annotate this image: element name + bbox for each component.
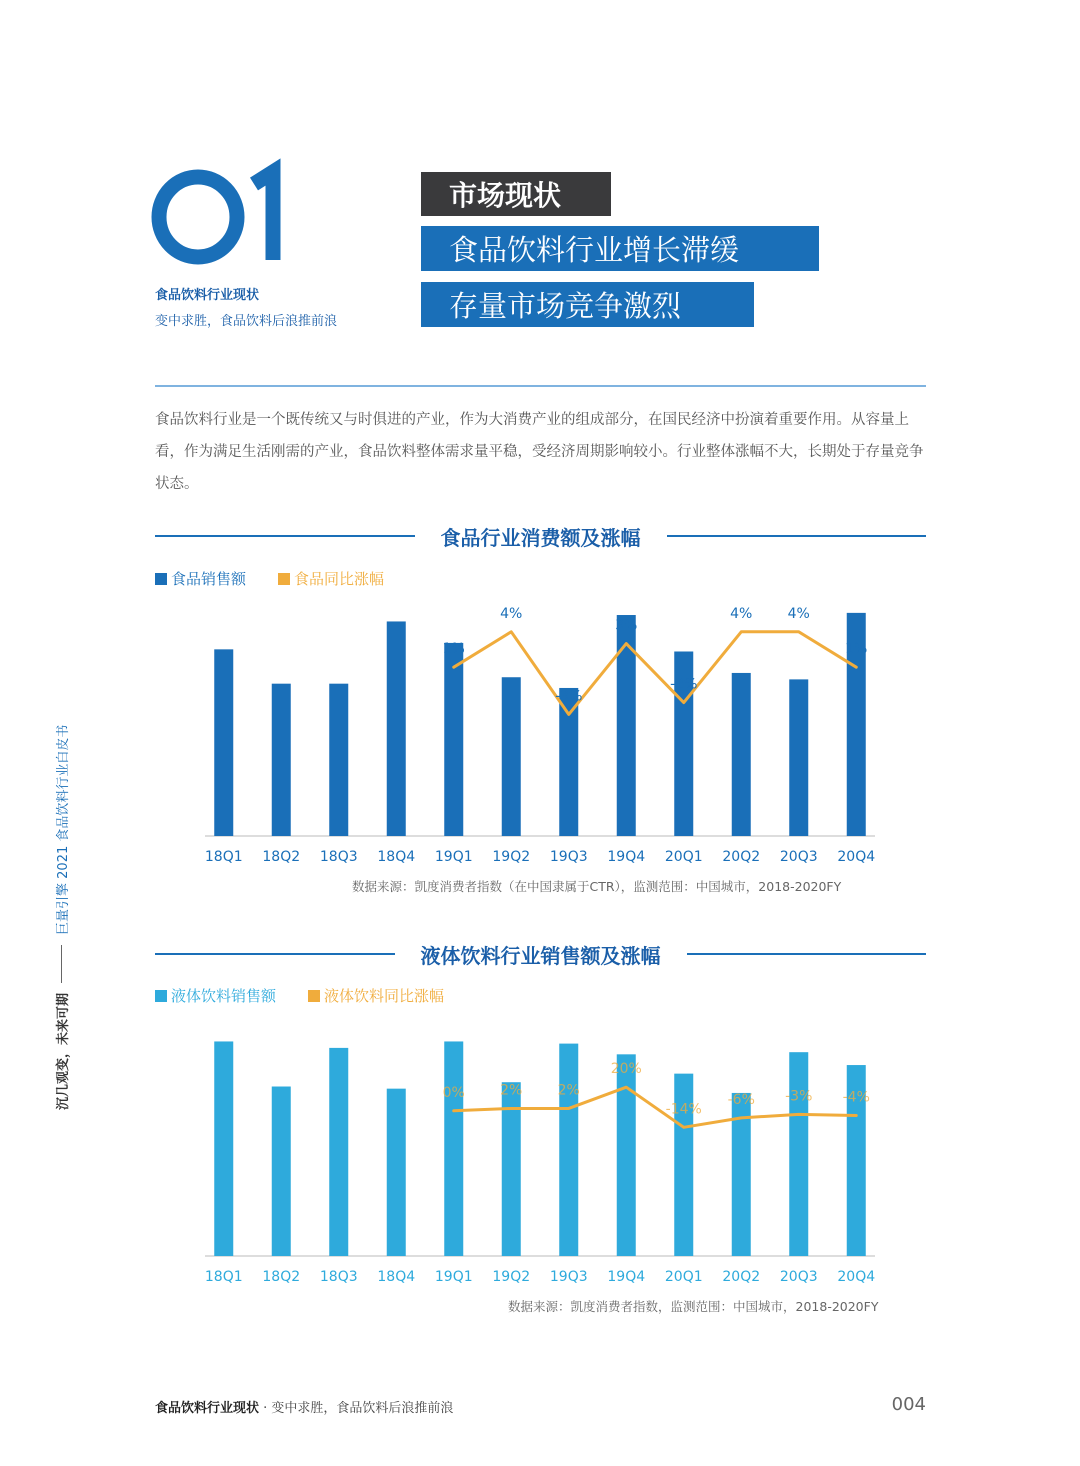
section-subtitle: 变中求胜，食品饮料后浪推前浪: [155, 314, 338, 329]
x-tick-label: 19Q3: [549, 1269, 588, 1285]
bar-19Q4: [617, 1054, 636, 1256]
x-tick-label: 20Q4: [837, 849, 876, 865]
food-chart-source: 数据来源：凯度消费者指数（在中国隶属于CTR），监测范围：中国城市，2018-2020FY: [352, 879, 842, 894]
bar-18Q2: [272, 684, 291, 836]
growth-label-19Q1: 1%: [442, 641, 465, 658]
food-chart-heading: [155, 522, 926, 550]
x-tick-label: 18Q4: [377, 849, 416, 865]
heading-rule-right: [687, 953, 926, 955]
bar-20Q3: [789, 679, 808, 836]
bar-19Q4: [617, 615, 636, 836]
drink-chart-source: 数据来源：凯度消费者指数，监测范围：中国城市，2018-2020FY: [508, 1299, 879, 1314]
side-caption: [52, 725, 71, 1110]
x-tick-label: 18Q3: [319, 1269, 358, 1285]
page-number: 004: [891, 1394, 926, 1415]
x-tick-label: 20Q2: [722, 849, 761, 865]
x-tick-label: 19Q1: [434, 1269, 473, 1285]
x-tick-label: 20Q3: [779, 849, 818, 865]
bar-19Q3: [559, 688, 578, 836]
x-tick-label: 19Q4: [607, 849, 646, 865]
growth-label-20Q1: -14%: [665, 1101, 702, 1118]
growth-label-19Q4: 3%: [615, 617, 638, 634]
bar-18Q1: [214, 1041, 233, 1256]
bar-19Q1: [444, 643, 463, 836]
growth-label-19Q3: -3%: [555, 688, 583, 705]
headline-banner-competition: 存量市场竞争激烈: [421, 282, 754, 327]
legend-label-food-sales: 食品销售额: [171, 570, 247, 588]
legend-label-food-growth: 食品同比涨幅: [294, 570, 385, 588]
x-tick-label: 18Q2: [262, 1269, 301, 1285]
growth-label-19Q2: 4%: [500, 605, 523, 622]
bar-series: [214, 1041, 866, 1256]
intro-paragraph: 食品饮料行业是一个既传统又与时俱进的产业，作为大消费产业的组成部分，在国民经济中扮演着重要作用。从容量上看，作为满足生活刚需的产业，食品饮料整体需求量平稳，受经济周期影响较小。行业整体涨幅不大，长期处于存量竞争状态。: [155, 412, 924, 492]
growth-label-20Q3: 4%: [787, 605, 810, 622]
x-tick-label: 19Q2: [492, 1269, 531, 1285]
headline-banner-growth: 食品饮料行业增长滞缓: [421, 226, 819, 271]
x-tick-label: 20Q1: [664, 1269, 703, 1285]
bar-19Q2: [502, 677, 521, 836]
footer: [155, 1397, 453, 1416]
side-publication: 巨量引擎 2021 食品饮料行业白皮书: [56, 724, 71, 935]
growth-label-20Q3: -3%: [785, 1088, 813, 1105]
x-tick-label: 20Q4: [837, 1269, 876, 1285]
bar-18Q1: [214, 649, 233, 836]
bar-19Q1: [444, 1041, 463, 1256]
x-tick-label: 19Q4: [607, 1269, 646, 1285]
food-chart-title: 食品行业消费额及涨幅: [440, 526, 641, 550]
bar-18Q4: [387, 621, 406, 836]
x-tick-label: 18Q2: [262, 849, 301, 865]
legend-label-drink-growth: 液体饮料同比涨幅: [324, 987, 445, 1005]
x-tick-label: 20Q1: [664, 849, 703, 865]
footer-title: 食品饮料行业现状: [155, 1401, 260, 1416]
drink-chart-heading: [155, 940, 926, 968]
x-tick-label: 18Q1: [204, 849, 243, 865]
growth-label-20Q2: 4%: [730, 605, 753, 622]
x-tick-label: 18Q3: [319, 849, 358, 865]
legend-swatch-food-sales: [155, 573, 167, 585]
bar-18Q3: [329, 684, 348, 836]
growth-label-19Q3: 2%: [557, 1082, 580, 1099]
bar-18Q4: [387, 1089, 406, 1256]
x-tick-label: 20Q2: [722, 1269, 761, 1285]
growth-label-20Q1: -2%: [670, 676, 698, 693]
section-number: [150, 147, 295, 272]
bar-19Q3: [559, 1044, 578, 1256]
x-tick-label: 19Q1: [434, 849, 473, 865]
drink-chart: [195, 1000, 885, 1290]
growth-label-20Q4: 1%: [845, 641, 868, 658]
growth-label-19Q4: 20%: [610, 1061, 642, 1078]
x-tick-label: 20Q3: [779, 1269, 818, 1285]
drink-chart-title: 液体饮料行业销售额及涨幅: [420, 944, 661, 968]
bar-series: [214, 613, 866, 836]
side-dash: [61, 945, 62, 983]
divider: [155, 385, 926, 387]
legend-swatch-drink-sales: [155, 990, 167, 1002]
market-status-banner: 市场现状: [421, 172, 611, 216]
footer-subtitle: · 变中求胜，食品饮料后浪推前浪: [263, 1401, 454, 1416]
x-tick-label: 19Q3: [549, 849, 588, 865]
heading-rule-right: [667, 535, 926, 537]
bar-20Q3: [789, 1052, 808, 1256]
legend-label-drink-sales: 液体饮料销售额: [171, 987, 277, 1005]
section-title: 食品饮料行业现状: [155, 288, 260, 303]
food-chart: [195, 580, 885, 870]
bar-20Q2: [732, 673, 751, 836]
bar-18Q3: [329, 1048, 348, 1256]
x-tick-label: 19Q2: [492, 849, 531, 865]
x-tick-label: 18Q4: [377, 1269, 416, 1285]
growth-label-19Q1: 0%: [442, 1084, 465, 1101]
side-brand: 沉几观变，未来可期: [56, 992, 71, 1110]
growth-label-20Q2: -6%: [727, 1091, 755, 1108]
section-number-text: 01: [150, 147, 171, 166]
growth-label-20Q4: -4%: [842, 1089, 870, 1106]
bar-18Q2: [272, 1087, 291, 1256]
x-tick-label: 18Q1: [204, 1269, 243, 1285]
growth-label-19Q2: 2%: [500, 1082, 523, 1099]
